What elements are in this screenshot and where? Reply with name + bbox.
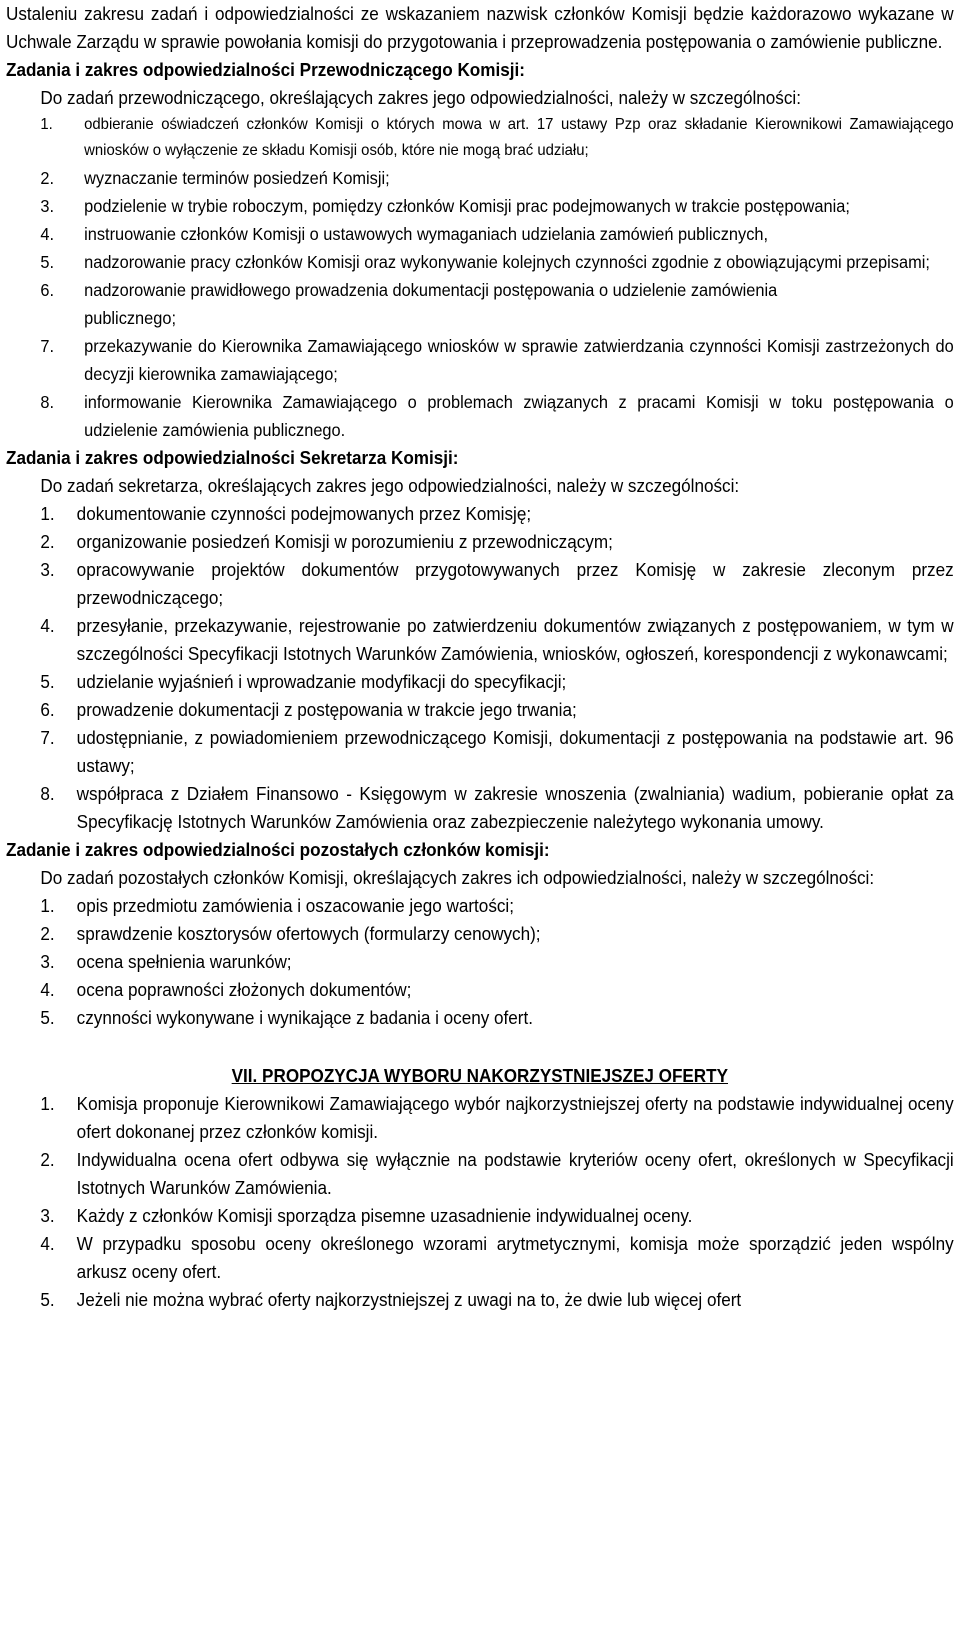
list-text: opracowywanie projektów dokumentów przygotowywanych przez Komisję w zakresie zleconym przez przewodniczącego; [76,559,954,608]
list-number: 4. [40,979,55,1000]
list-number: 1. [40,116,53,133]
list-number: 4. [40,224,55,244]
list-item [6,948,954,976]
list-item [6,920,954,948]
list-text: organizowanie posiedzeń Komisji w porozumieniu z przewodniczącym; [76,531,613,552]
list-text: podzielenie w trybie roboczym, pomiędzy członków Komisji prac podejmowanych w trakcie postępowania; [84,196,850,216]
list-item [6,388,954,444]
secretary-heading: Zadania i zakres odpowiedzialności Sekretarza Komisji: [6,447,459,468]
list-text: W przypadku sposobu oceny określonego wzorami arytmetycznymi, komisja może sporządzić jeden wspólny arkusz oceny ofert. [76,1233,954,1282]
list-text: ocena poprawności złożonych dokumentów; [76,979,412,1000]
list-item [6,724,954,780]
list-number: 1. [40,1093,55,1114]
list-item [6,528,954,556]
list-number: 2. [40,168,55,188]
list-text: Indywidualna ocena ofert odbywa się wyłącznie na podstawie kryteriów oceny ofert, określonych w Specyfikacji Istotnych Warunków Zamówienia. [76,1149,954,1198]
list-item [6,1286,954,1314]
list-text: udostępnianie, z powiadomieniem przewodniczącego Komisji, dokumentacji z postępowania na podstawie art. 96 ustawy; [76,727,954,776]
list-number: 1. [40,895,55,916]
list-number: 1. [40,503,55,524]
list-number: 7. [40,336,55,356]
list-text: informowanie Kierownika Zamawiającego o problemach związanych z pracami Komisji w toku postępowania o udzielenie zamówienia publicznego. [84,392,954,440]
list-item [6,276,954,304]
list-item [6,612,954,668]
list-item [6,780,954,836]
list-number: 3. [40,951,55,972]
list-item [6,164,954,192]
secretary-lead: Do zadań sekretarza, określających zakres jego odpowiedzialności, należy w szczególności: [40,475,740,496]
members-lead: Do zadań pozostałych członków Komisji, określających zakres ich odpowiedzialności, należy w szczególności: [40,867,875,888]
list-text: publicznego; [84,308,177,328]
chair-list [6,112,954,444]
list-text: Jeżeli nie można wybrać oferty najkorzystniejszej z uwagi na to, że dwie lub więcej ofert [76,1289,742,1310]
section-title: VII. PROPOZYCJA WYBORU NAKORZYSTNIEJSZEJ OFERTY [231,1065,729,1086]
list-number: 8. [40,783,55,804]
list-text: dokumentowanie czynności podejmowanych przez Komisję; [76,503,532,524]
list-number: 4. [40,615,55,636]
list-item [6,1146,954,1202]
list-item [6,220,954,248]
chair-lead: Do zadań przewodniczącego, określających zakres jego odpowiedzialności, należy w szczególności: [40,87,801,108]
list-text: nadzorowanie pracy członków Komisji oraz wykonywanie kolejnych czynności zgodnie z obowiązującymi przepisami; [84,252,930,272]
list-text: instruowanie członków Komisji o ustawowych wymaganiach udzielania zamówień publicznych, [84,224,769,244]
list-item [6,332,954,388]
list-number: 6. [40,280,55,300]
list-number: 2. [40,531,55,552]
list-item [6,192,954,220]
list-item [6,892,954,920]
list-number: 2. [40,923,55,944]
list-text: czynności wykonywane i wynikające z badania i oceny ofert. [76,1007,534,1028]
list-number: 8. [40,392,55,412]
list-number: 5. [40,1289,55,1310]
list-item [6,1230,954,1286]
document-page [6,0,954,1314]
list-item [6,500,954,528]
list-text: współpraca z Działem Finansowo - Księgowym w zakresie wnoszenia (zwalniania) wadium, pobieranie opłat za Specyfikację Istotnych Warunków Zamówienia oraz zabezpieczenie należytego wykonania umowy. [76,783,954,832]
list-item [6,696,954,724]
list-text: przekazywanie do Kierownika Zamawiającego wniosków w sprawie zatwierdzania czynności Komisji zastrzeżonych do decyzji kierownika zamawiającego; [84,336,954,384]
list-text: sprawdzenie kosztorysów ofertowych (formularzy cenowych); [76,923,541,944]
list-text: opis przedmiotu zamówienia i oszacowanie jego wartości; [76,895,514,916]
list-text: ocena spełnienia warunków; [76,951,292,972]
list-text: udzielanie wyjaśnień i wprowadzanie modyfikacji do specyfikacji; [76,671,567,692]
list-number: 6. [40,699,55,720]
section-list [6,1090,954,1314]
list-number: 5. [40,671,55,692]
list-item [6,1202,954,1230]
members-heading: Zadanie i zakres odpowiedzialności pozostałych członków komisji: [6,839,550,860]
list-number: 3. [40,559,55,580]
list-item [6,304,954,332]
list-text: prowadzenie dokumentacji z postępowania w trakcie jego trwania; [76,699,577,720]
list-item [6,112,954,164]
list-number: 3. [40,1205,55,1226]
list-number [6,304,84,332]
members-list [6,892,954,1032]
list-text: wyznaczanie terminów posiedzeń Komisji; [84,168,390,188]
list-item [6,1090,954,1146]
list-text: Każdy z członków Komisji sporządza pisemne uzasadnienie indywidualnej oceny. [76,1205,693,1226]
secretary-list [6,500,954,836]
list-number: 5. [40,252,55,272]
list-number: 7. [40,727,55,748]
list-text: nadzorowanie prawidłowego prowadzenia dokumentacji postępowania o udzielenie zamówienia [84,280,778,300]
list-number: 4. [40,1233,55,1254]
list-text: przesyłanie, przekazywanie, rejestrowanie po zatwierdzeniu dokumentów związanych z postępowaniem, w tym w szczególności Specyfikacji Istotnych Warunków Zamówienia, wniosków, ogłoszeń, korespondencji z wykonawcami; [76,615,954,664]
list-number: 3. [40,196,55,216]
intro-paragraph: Ustaleniu zakresu zadań i odpowiedzialności ze wskazaniem nazwisk członków Komisji będzie każdorazowo wykazane w Uchwale Zarządu w sprawie powołania komisji do przygotowania i przeprowadzenia postępowania o zamówienie publiczne. [6,3,954,52]
list-number: 5. [40,1007,55,1028]
list-item [6,248,954,276]
list-text: Komisja proponuje Kierownikowi Zamawiającego wybór najkorzystniejszej oferty na podstawie indywidualnej oceny ofert dokonanej przez członków komisji. [76,1093,954,1142]
chair-heading: Zadania i zakres odpowiedzialności Przewodniczącego Komisji: [6,59,525,80]
list-item [6,1004,954,1032]
list-item [6,556,954,612]
list-number: 2. [40,1149,55,1170]
list-item [6,668,954,696]
list-text: odbieranie oświadczeń członków Komisji o których mowa w art. 17 ustawy Pzp oraz składanie Kierownikowi Zamawiającego wniosków o wyłączenie ze składu Komisji osób, które nie mogą brać udziału; [84,116,954,159]
list-item [6,976,954,1004]
